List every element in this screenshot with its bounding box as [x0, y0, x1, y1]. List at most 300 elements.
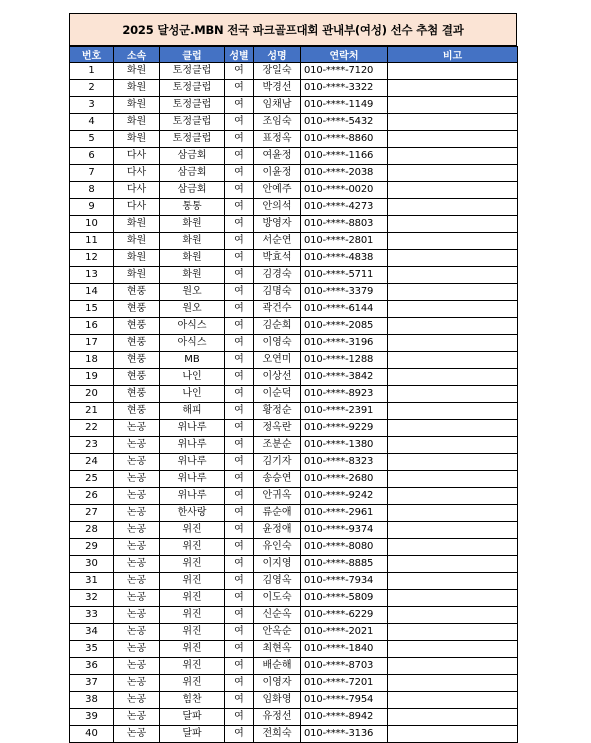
cell-note [388, 284, 518, 301]
cell-name: 송승연 [254, 471, 301, 488]
cell-note [388, 420, 518, 437]
cell-gender: 여 [225, 301, 254, 318]
cell-no: 28 [70, 522, 114, 539]
cell-contact: 010-****-9374 [301, 522, 388, 539]
cell-gender: 여 [225, 148, 254, 165]
cell-club: 위진 [160, 658, 225, 675]
cell-gender: 여 [225, 539, 254, 556]
cell-affiliation: 화원 [114, 80, 160, 97]
header-gender: 성별 [225, 47, 254, 63]
cell-no: 26 [70, 488, 114, 505]
cell-affiliation: 논공 [114, 573, 160, 590]
cell-gender: 여 [225, 284, 254, 301]
cell-contact: 010-****-3322 [301, 80, 388, 97]
cell-no: 9 [70, 199, 114, 216]
cell-club: 위진 [160, 675, 225, 692]
cell-note [388, 131, 518, 148]
cell-club: 위진 [160, 522, 225, 539]
cell-affiliation: 다사 [114, 199, 160, 216]
cell-gender: 여 [225, 267, 254, 284]
cell-no: 23 [70, 437, 114, 454]
cell-name: 최현옥 [254, 641, 301, 658]
cell-club: 삼금회 [160, 165, 225, 182]
cell-gender: 여 [225, 658, 254, 675]
cell-contact: 010-****-2801 [301, 233, 388, 250]
cell-club: 한사랑 [160, 505, 225, 522]
cell-club: MB [160, 352, 225, 369]
cell-contact: 010-****-1166 [301, 148, 388, 165]
table-row [70, 284, 518, 301]
cell-name: 배순해 [254, 658, 301, 675]
cell-gender: 여 [225, 726, 254, 743]
table-row [70, 216, 518, 233]
table-row [70, 148, 518, 165]
cell-affiliation: 논공 [114, 590, 160, 607]
cell-note [388, 726, 518, 743]
cell-club: 달파 [160, 726, 225, 743]
cell-affiliation: 현풍 [114, 386, 160, 403]
cell-no: 13 [70, 267, 114, 284]
cell-contact: 010-****-2085 [301, 318, 388, 335]
cell-no: 38 [70, 692, 114, 709]
cell-affiliation: 논공 [114, 471, 160, 488]
cell-no: 32 [70, 590, 114, 607]
cell-name: 류순애 [254, 505, 301, 522]
cell-note [388, 148, 518, 165]
cell-club: 위진 [160, 590, 225, 607]
cell-no: 30 [70, 556, 114, 573]
cell-gender: 여 [225, 369, 254, 386]
cell-contact: 010-****-6144 [301, 301, 388, 318]
cell-affiliation: 논공 [114, 556, 160, 573]
header-no: 번호 [70, 47, 114, 63]
cell-contact: 010-****-7201 [301, 675, 388, 692]
cell-name: 방영자 [254, 216, 301, 233]
cell-club: 힘찬 [160, 692, 225, 709]
cell-affiliation: 논공 [114, 607, 160, 624]
cell-name: 표정옥 [254, 131, 301, 148]
table-row [70, 675, 518, 692]
cell-name: 이지영 [254, 556, 301, 573]
page-title: 2025 달성군.MBN 전국 파크골프대회 관내부(여성) 선수 추첨 결과 [69, 13, 517, 46]
cell-gender: 여 [225, 692, 254, 709]
cell-note [388, 114, 518, 131]
cell-no: 27 [70, 505, 114, 522]
cell-contact: 010-****-8923 [301, 386, 388, 403]
table-row [70, 420, 518, 437]
cell-affiliation: 논공 [114, 709, 160, 726]
cell-contact: 010-****-5711 [301, 267, 388, 284]
cell-club: 토정클럽 [160, 131, 225, 148]
cell-note [388, 471, 518, 488]
cell-gender: 여 [225, 675, 254, 692]
header-name: 성명 [254, 47, 301, 63]
cell-affiliation: 화원 [114, 233, 160, 250]
cell-name: 신순옥 [254, 607, 301, 624]
cell-note [388, 590, 518, 607]
table-row [70, 471, 518, 488]
cell-note [388, 97, 518, 114]
table-row [70, 267, 518, 284]
cell-name: 김영옥 [254, 573, 301, 590]
cell-gender: 여 [225, 403, 254, 420]
cell-affiliation: 화원 [114, 216, 160, 233]
cell-name: 전희숙 [254, 726, 301, 743]
cell-affiliation: 화원 [114, 250, 160, 267]
cell-no: 15 [70, 301, 114, 318]
cell-note [388, 386, 518, 403]
cell-name: 안의석 [254, 199, 301, 216]
cell-gender: 여 [225, 488, 254, 505]
table-row [70, 726, 518, 743]
cell-gender: 여 [225, 386, 254, 403]
cell-club: 위나루 [160, 437, 225, 454]
cell-name: 오연미 [254, 352, 301, 369]
cell-note [388, 165, 518, 182]
cell-no: 24 [70, 454, 114, 471]
cell-contact: 010-****-5432 [301, 114, 388, 131]
table-row [70, 573, 518, 590]
cell-no: 10 [70, 216, 114, 233]
cell-contact: 010-****-8323 [301, 454, 388, 471]
cell-contact: 010-****-8803 [301, 216, 388, 233]
cell-name: 안옥순 [254, 624, 301, 641]
cell-gender: 여 [225, 641, 254, 658]
cell-affiliation: 현풍 [114, 301, 160, 318]
cell-contact: 010-****-3842 [301, 369, 388, 386]
cell-affiliation: 논공 [114, 522, 160, 539]
table-row [70, 556, 518, 573]
cell-affiliation: 논공 [114, 658, 160, 675]
cell-club: 삼금회 [160, 182, 225, 199]
cell-note [388, 233, 518, 250]
table-row [70, 301, 518, 318]
cell-name: 장일숙 [254, 63, 301, 80]
cell-name: 곽건수 [254, 301, 301, 318]
table-row [70, 437, 518, 454]
cell-gender: 여 [225, 63, 254, 80]
cell-name: 이순덕 [254, 386, 301, 403]
cell-gender: 여 [225, 573, 254, 590]
cell-gender: 여 [225, 607, 254, 624]
cell-no: 35 [70, 641, 114, 658]
cell-no: 11 [70, 233, 114, 250]
cell-affiliation: 논공 [114, 624, 160, 641]
cell-contact: 010-****-1288 [301, 352, 388, 369]
cell-note [388, 267, 518, 284]
cell-name: 임화영 [254, 692, 301, 709]
cell-contact: 010-****-3196 [301, 335, 388, 352]
cell-no: 6 [70, 148, 114, 165]
cell-name: 유정선 [254, 709, 301, 726]
table-row [70, 165, 518, 182]
cell-name: 이상선 [254, 369, 301, 386]
cell-club: 통통 [160, 199, 225, 216]
cell-affiliation: 논공 [114, 505, 160, 522]
cell-affiliation: 현풍 [114, 352, 160, 369]
cell-affiliation: 현풍 [114, 335, 160, 352]
table-row [70, 607, 518, 624]
cell-gender: 여 [225, 97, 254, 114]
cell-contact: 010-****-8860 [301, 131, 388, 148]
cell-note [388, 488, 518, 505]
cell-name: 김기자 [254, 454, 301, 471]
cell-contact: 010-****-8885 [301, 556, 388, 573]
header-club: 클럽 [160, 47, 225, 63]
table-row [70, 709, 518, 726]
cell-contact: 010-****-2391 [301, 403, 388, 420]
cell-name: 안귀옥 [254, 488, 301, 505]
cell-affiliation: 논공 [114, 420, 160, 437]
results-sheet [69, 13, 517, 743]
cell-club: 달파 [160, 709, 225, 726]
table-row [70, 114, 518, 131]
cell-no: 12 [70, 250, 114, 267]
cell-note [388, 522, 518, 539]
cell-no: 16 [70, 318, 114, 335]
cell-name: 이영자 [254, 675, 301, 692]
cell-no: 19 [70, 369, 114, 386]
cell-no: 14 [70, 284, 114, 301]
cell-no: 37 [70, 675, 114, 692]
cell-affiliation: 화원 [114, 63, 160, 80]
table-row [70, 131, 518, 148]
cell-name: 조분순 [254, 437, 301, 454]
table-row [70, 335, 518, 352]
cell-gender: 여 [225, 131, 254, 148]
table-row [70, 233, 518, 250]
cell-contact: 010-****-2021 [301, 624, 388, 641]
cell-name: 이영숙 [254, 335, 301, 352]
cell-note [388, 250, 518, 267]
cell-club: 원오 [160, 301, 225, 318]
cell-contact: 010-****-1380 [301, 437, 388, 454]
cell-gender: 여 [225, 233, 254, 250]
cell-gender: 여 [225, 471, 254, 488]
cell-club: 위나루 [160, 454, 225, 471]
table-row [70, 80, 518, 97]
cell-contact: 010-****-3136 [301, 726, 388, 743]
cell-club: 화원 [160, 216, 225, 233]
cell-affiliation: 논공 [114, 437, 160, 454]
cell-affiliation: 다사 [114, 148, 160, 165]
cell-club: 화원 [160, 233, 225, 250]
cell-name: 유인숙 [254, 539, 301, 556]
cell-no: 31 [70, 573, 114, 590]
cell-gender: 여 [225, 335, 254, 352]
cell-affiliation: 논공 [114, 726, 160, 743]
cell-contact: 010-****-1840 [301, 641, 388, 658]
cell-no: 33 [70, 607, 114, 624]
table-row [70, 522, 518, 539]
table-row [70, 182, 518, 199]
table-row [70, 199, 518, 216]
table-row [70, 250, 518, 267]
cell-club: 위진 [160, 573, 225, 590]
cell-affiliation: 현풍 [114, 369, 160, 386]
cell-gender: 여 [225, 114, 254, 131]
cell-name: 이도숙 [254, 590, 301, 607]
cell-note [388, 709, 518, 726]
cell-affiliation: 현풍 [114, 284, 160, 301]
header-note: 비고 [388, 47, 518, 63]
cell-gender: 여 [225, 556, 254, 573]
cell-note [388, 199, 518, 216]
cell-gender: 여 [225, 454, 254, 471]
cell-club: 해피 [160, 403, 225, 420]
cell-note [388, 624, 518, 641]
cell-no: 39 [70, 709, 114, 726]
cell-affiliation: 다사 [114, 165, 160, 182]
table-row [70, 641, 518, 658]
cell-gender: 여 [225, 250, 254, 267]
cell-contact: 010-****-8703 [301, 658, 388, 675]
cell-contact: 010-****-7954 [301, 692, 388, 709]
cell-note [388, 403, 518, 420]
cell-no: 8 [70, 182, 114, 199]
cell-contact: 010-****-2961 [301, 505, 388, 522]
cell-contact: 010-****-8080 [301, 539, 388, 556]
cell-no: 5 [70, 131, 114, 148]
cell-note [388, 352, 518, 369]
cell-affiliation: 현풍 [114, 403, 160, 420]
cell-affiliation: 화원 [114, 97, 160, 114]
cell-contact: 010-****-5809 [301, 590, 388, 607]
cell-no: 7 [70, 165, 114, 182]
header-contact: 연락처 [301, 47, 388, 63]
cell-club: 나인 [160, 369, 225, 386]
table-row [70, 624, 518, 641]
table-body [70, 63, 518, 743]
cell-affiliation: 논공 [114, 675, 160, 692]
cell-affiliation: 논공 [114, 692, 160, 709]
cell-no: 2 [70, 80, 114, 97]
cell-note [388, 437, 518, 454]
cell-gender: 여 [225, 437, 254, 454]
cell-note [388, 318, 518, 335]
cell-note [388, 573, 518, 590]
cell-gender: 여 [225, 505, 254, 522]
cell-affiliation: 화원 [114, 114, 160, 131]
cell-contact: 010-****-0020 [301, 182, 388, 199]
cell-note [388, 607, 518, 624]
table-row [70, 454, 518, 471]
table-row [70, 505, 518, 522]
table-row [70, 97, 518, 114]
cell-no: 25 [70, 471, 114, 488]
cell-club: 위진 [160, 641, 225, 658]
cell-no: 22 [70, 420, 114, 437]
cell-club: 토정클럽 [160, 63, 225, 80]
cell-no: 21 [70, 403, 114, 420]
cell-club: 위진 [160, 556, 225, 573]
table-row [70, 590, 518, 607]
cell-gender: 여 [225, 199, 254, 216]
cell-note [388, 301, 518, 318]
cell-name: 조임숙 [254, 114, 301, 131]
cell-note [388, 692, 518, 709]
cell-contact: 010-****-7934 [301, 573, 388, 590]
table-row [70, 369, 518, 386]
cell-club: 위진 [160, 607, 225, 624]
cell-no: 29 [70, 539, 114, 556]
cell-note [388, 182, 518, 199]
cell-note [388, 641, 518, 658]
cell-note [388, 335, 518, 352]
cell-gender: 여 [225, 318, 254, 335]
cell-club: 화원 [160, 250, 225, 267]
table-row [70, 352, 518, 369]
cell-note [388, 658, 518, 675]
cell-affiliation: 화원 [114, 131, 160, 148]
table-row [70, 488, 518, 505]
cell-name: 임채남 [254, 97, 301, 114]
cell-contact: 010-****-4273 [301, 199, 388, 216]
cell-no: 34 [70, 624, 114, 641]
cell-no: 4 [70, 114, 114, 131]
cell-affiliation: 논공 [114, 641, 160, 658]
cell-gender: 여 [225, 165, 254, 182]
cell-name: 김순희 [254, 318, 301, 335]
cell-club: 아식스 [160, 318, 225, 335]
cell-note [388, 216, 518, 233]
cell-club: 토정클럽 [160, 114, 225, 131]
cell-name: 황정순 [254, 403, 301, 420]
cell-name: 박경선 [254, 80, 301, 97]
cell-note [388, 505, 518, 522]
cell-gender: 여 [225, 624, 254, 641]
cell-name: 안예주 [254, 182, 301, 199]
cell-name: 박효석 [254, 250, 301, 267]
cell-contact: 010-****-2680 [301, 471, 388, 488]
cell-note [388, 556, 518, 573]
cell-gender: 여 [225, 522, 254, 539]
header-affiliation: 소속 [114, 47, 160, 63]
cell-contact: 010-****-1149 [301, 97, 388, 114]
cell-affiliation: 현풍 [114, 318, 160, 335]
cell-contact: 010-****-7120 [301, 63, 388, 80]
cell-club: 위진 [160, 624, 225, 641]
cell-gender: 여 [225, 182, 254, 199]
cell-note [388, 454, 518, 471]
cell-contact: 010-****-6229 [301, 607, 388, 624]
cell-no: 18 [70, 352, 114, 369]
cell-club: 아식스 [160, 335, 225, 352]
cell-name: 서순연 [254, 233, 301, 250]
cell-club: 삼금회 [160, 148, 225, 165]
table-row [70, 658, 518, 675]
results-table [69, 46, 518, 743]
cell-club: 원오 [160, 284, 225, 301]
cell-no: 20 [70, 386, 114, 403]
cell-gender: 여 [225, 216, 254, 233]
cell-contact: 010-****-3379 [301, 284, 388, 301]
table-row [70, 539, 518, 556]
cell-name: 이윤정 [254, 165, 301, 182]
cell-name: 윤정애 [254, 522, 301, 539]
cell-club: 토정클럽 [160, 97, 225, 114]
cell-note [388, 675, 518, 692]
cell-no: 40 [70, 726, 114, 743]
header-row [70, 47, 518, 63]
table-row [70, 403, 518, 420]
cell-contact: 010-****-4838 [301, 250, 388, 267]
cell-club: 나인 [160, 386, 225, 403]
cell-no: 1 [70, 63, 114, 80]
cell-affiliation: 논공 [114, 488, 160, 505]
table-row [70, 692, 518, 709]
cell-club: 위나루 [160, 420, 225, 437]
